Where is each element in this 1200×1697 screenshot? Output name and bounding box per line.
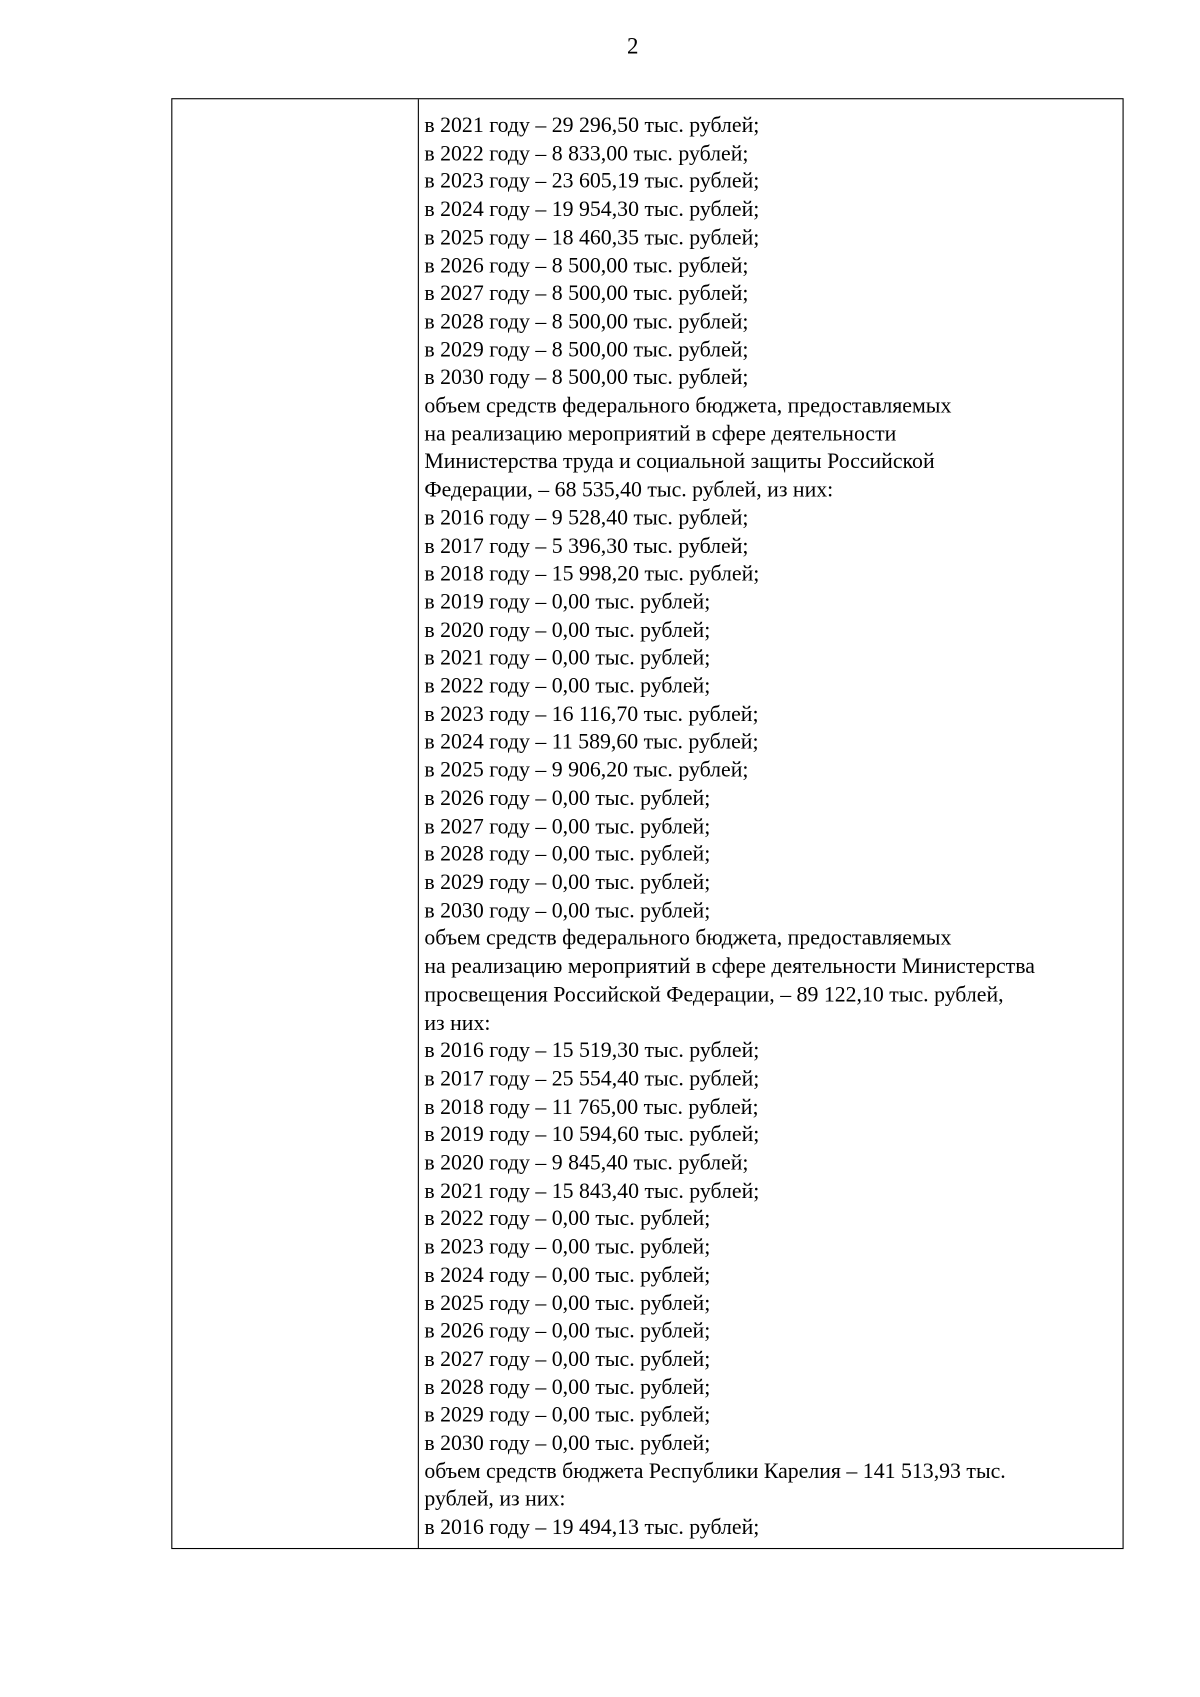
text-line: в 2024 году – 11 589,60 тыс. рублей;	[424, 730, 759, 755]
text-line: в 2016 году – 19 494,13 тыс. рублей;	[424, 1515, 760, 1540]
text-line: в 2022 году – 0,00 тыс. рублей;	[424, 674, 711, 699]
text-line: в 2027 году – 0,00 тыс. рублей;	[424, 814, 711, 839]
text-line: в 2020 году – 9 845,40 тыс. рублей;	[424, 1150, 749, 1175]
text-line: рублей, из них:	[424, 1487, 566, 1512]
text-line: в 2029 году – 8 500,00 тыс. рублей;	[424, 337, 749, 362]
text-line: в 2017 году – 5 396,30 тыс. рублей;	[424, 534, 749, 559]
text-line: в 2021 году – 0,00 тыс. рублей;	[424, 646, 711, 671]
text-line: в 2026 году – 0,00 тыс. рублей;	[424, 1319, 711, 1344]
page-number: 2	[626, 32, 639, 59]
table-left-cell	[172, 99, 419, 1548]
text-line: в 2023 году – 0,00 тыс. рублей;	[424, 1235, 711, 1260]
text-line: в 2027 году – 0,00 тыс. рублей;	[424, 1347, 711, 1372]
text-line: в 2016 году – 9 528,40 тыс. рублей;	[424, 506, 749, 531]
text-line: в 2025 году – 9 906,20 тыс. рублей;	[424, 758, 749, 783]
text-line: в 2022 году – 0,00 тыс. рублей;	[424, 1206, 711, 1231]
text-line: в 2016 году – 15 519,30 тыс. рублей;	[424, 1038, 760, 1063]
text-line: в 2025 году – 0,00 тыс. рублей;	[424, 1291, 711, 1316]
text-line: в 2030 году – 8 500,00 тыс. рублей;	[424, 365, 749, 390]
text-line: в 2018 году – 15 998,20 тыс. рублей;	[424, 562, 760, 587]
text-line: в 2022 году – 8 833,00 тыс. рублей;	[424, 141, 749, 166]
text-line: Министерства труда и социальной защиты Российской	[424, 449, 935, 474]
text-line: в 2028 году – 0,00 тыс. рублей;	[424, 1375, 711, 1400]
text-line: на реализацию мероприятий в сфере деятельности Министерства	[424, 954, 1035, 979]
text-line: в 2023 году – 23 605,19 тыс. рублей;	[424, 169, 760, 194]
text-line: в 2023 году – 16 116,70 тыс. рублей;	[424, 702, 759, 727]
text-line: в 2029 году – 0,00 тыс. рублей;	[424, 870, 711, 895]
text-line: в 2018 году – 11 765,00 тыс. рублей;	[424, 1094, 759, 1119]
text-line: в 2019 году – 10 594,60 тыс. рублей;	[424, 1122, 760, 1147]
text-line: на реализацию мероприятий в сфере деятельности	[424, 421, 897, 446]
text-line: объем средств бюджета Республики Карелия – 141 513,93 тыс.	[424, 1459, 1006, 1484]
text-line: Федерации, – 68 535,40 тыс. рублей, из них:	[424, 477, 834, 502]
text-line: в 2021 году – 29 296,50 тыс. рублей;	[424, 113, 760, 138]
text-line: в 2020 году – 0,00 тыс. рублей;	[424, 618, 711, 643]
funding-table	[171, 98, 1123, 1549]
text-line: в 2030 году – 0,00 тыс. рублей;	[424, 1431, 711, 1456]
text-line: в 2021 году – 15 843,40 тыс. рублей;	[424, 1178, 760, 1203]
text-line: в 2019 году – 0,00 тыс. рублей;	[424, 590, 711, 615]
text-line: в 2024 году – 19 954,30 тыс. рублей;	[424, 197, 760, 222]
text-line: в 2028 году – 0,00 тыс. рублей;	[424, 842, 711, 867]
text-line: в 2030 году – 0,00 тыс. рублей;	[424, 898, 711, 923]
text-line: объем средств федерального бюджета, предоставляемых	[424, 393, 952, 418]
text-line: просвещения Российской Федерации, – 89 122,10 тыс. рублей,	[424, 982, 1004, 1007]
table-right-cell	[419, 99, 1123, 1548]
text-line: из них:	[424, 1010, 491, 1035]
text-line: в 2025 году – 18 460,35 тыс. рублей;	[424, 225, 760, 250]
text-line: в 2024 году – 0,00 тыс. рублей;	[424, 1263, 711, 1288]
text-line: в 2027 году – 8 500,00 тыс. рублей;	[424, 281, 749, 306]
text-line: объем средств федерального бюджета, предоставляемых	[424, 926, 952, 951]
text-line: в 2017 году – 25 554,40 тыс. рублей;	[424, 1066, 760, 1091]
text-line: в 2026 году – 8 500,00 тыс. рублей;	[424, 253, 749, 278]
text-line: в 2029 году – 0,00 тыс. рублей;	[424, 1403, 711, 1428]
text-line: в 2026 году – 0,00 тыс. рублей;	[424, 786, 711, 811]
text-line: в 2028 году – 8 500,00 тыс. рублей;	[424, 309, 749, 334]
